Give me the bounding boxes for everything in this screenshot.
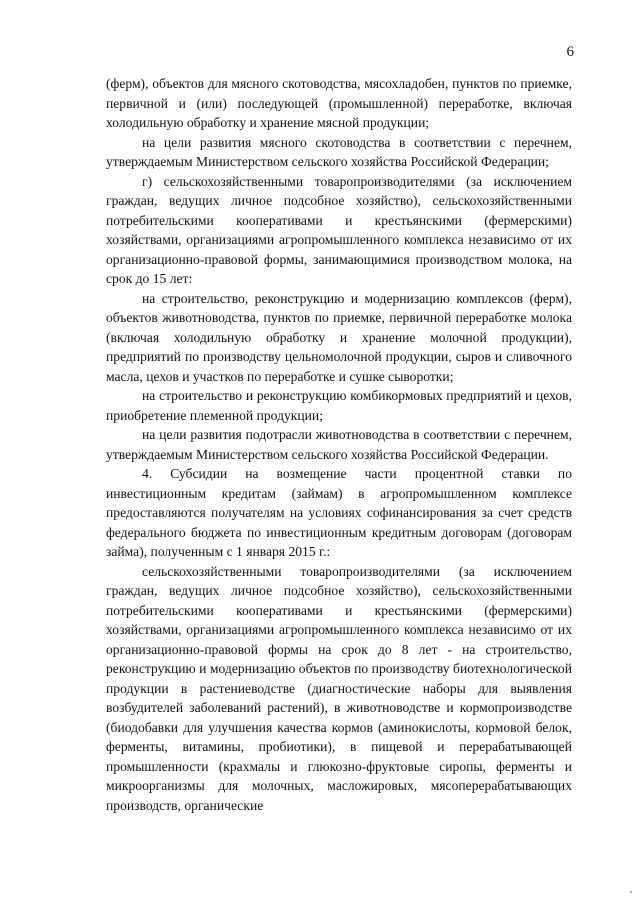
paragraph-7: 4. Субсидии на возмещение части процентной ставки по инвестиционным кредитам (займам) в агропромышленном комплексе предоставляются получателям на условиях софинансирования за счет средств федерального бюджета по инвестиционным кредитным договорам (договорам займа), полученным с 1 января 2015 г.: (106, 466, 572, 559)
paragraph-8: сельскохозяйственными товаропроизводителями (за исключением граждан, ведущих личное подсобное хозяйство), сельскохозяйственными потребительскими кооперативами и крестьянскими (фермерскими) хозяйствами, организациями агропромышленного комплекса независимо от их организационно-правовой формы на срок до 8 лет - на строительство, реконструкцию и модернизацию объектов по производству биотехнологической продукции в растениеводстве (диагностические наборы для выявления возбудителей заболеваний растений), в животноводстве и кормопроизводстве (биодобавки для улучшения качества кормов (аминокислоты, кормовой белок, ферменты, витамины, пробиотики), в пищевой и перерабатывающей промышленности (крахмалы и глюкозно-фруктовые сиропы, ферменты и микроорганизмы для молочных, масложировых, мясоперерабатывающих производств, органические (106, 563, 572, 813)
paragraph-1: (ферм), объектов для мясного скотоводства, мясохладобен, пунктов по приемке, первичной и (или) последующей (промышленной) переработке, включая холодильную обработку и хранение мясной продукции; (106, 76, 572, 130)
document-body (106, 74, 572, 815)
paragraph-4: на строительство, реконструкцию и модернизацию комплексов (ферм), объектов животноводства, пунктов по приемке, первичной переработке молока (включая холодильную обработку и хранение молочной продукции), предприятий по производству цельномолочной продукции, сыров и сливочного масла, цехов и участков по переработке и сушке сыворотки; (106, 290, 572, 384)
paragraph-6: на цели развития подотрасли животноводства в соответствии с перечнем, утверждаемым Министерством сельского хозяйства Российской Федерации. (106, 427, 572, 462)
paragraph-3: г) сельскохозяйственными товаропроизводителями (за исключением граждан, ведущих личное подсобное хозяйство), сельскохозяйственными потребительскими кооперативами и крестьянскими (фермерскими) хозяйствами, организациями агропромышленного комплекса независимо от их организационно-правовой формы, занимающимися производством молока, на срок до 15 лет: (106, 173, 572, 286)
page-number: 6 (566, 44, 574, 60)
paragraph-2: на цели развития мясного скотоводства в соответствии с перечнем, утверждаемым Министерством сельского хозяйства Российской Федерации; (106, 134, 572, 169)
paragraph-5: на строительство и реконструкцию комбикормовых предприятий и цехов, приобретение племенной продукции; (106, 388, 572, 423)
scan-artifact (630, 891, 632, 893)
